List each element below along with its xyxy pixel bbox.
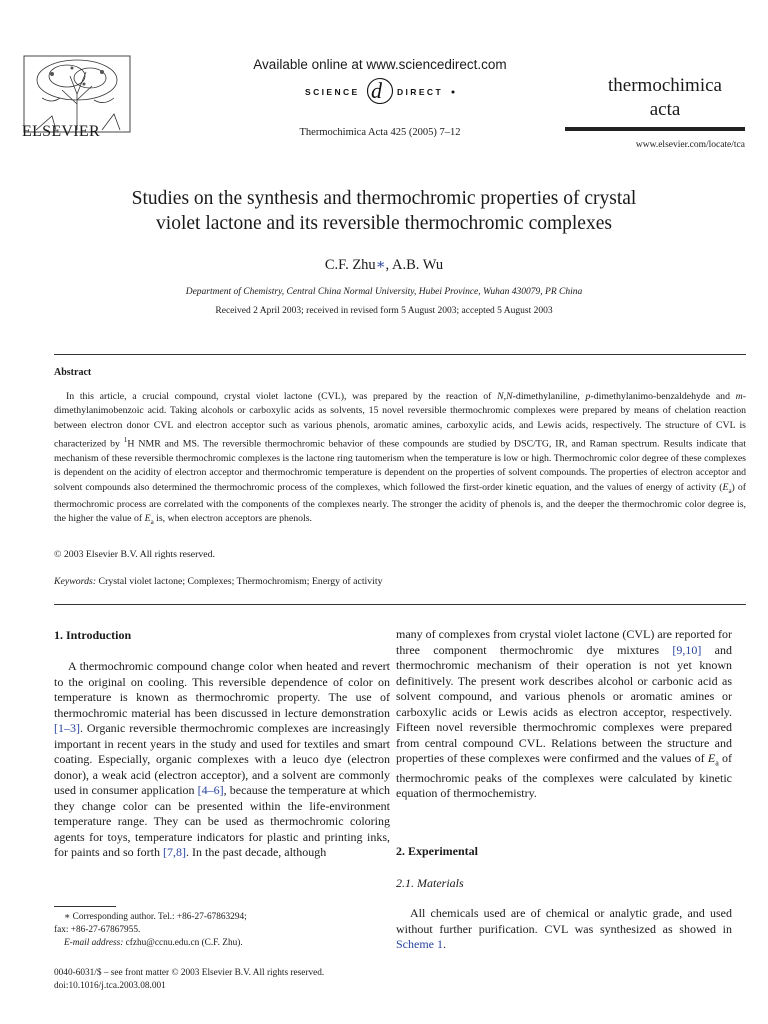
sciencedirect-logo — [285, 76, 475, 106]
journal-reference: Thermochimica Acta 425 (2005) 7–12 — [299, 127, 461, 138]
footnote-line2: fax: +86-27-67867955. — [54, 925, 141, 935]
abstract-top-rule — [54, 354, 746, 355]
corresponding-author-link[interactable]: ∗ — [375, 257, 386, 273]
keywords — [54, 576, 746, 587]
footnote-rule — [54, 906, 116, 907]
materials-subheading: 2.1. Materials — [396, 876, 464, 890]
article-title — [60, 186, 708, 236]
footnote-line1: ∗ Corresponding author. Tel.: +86-27-67863294; — [64, 912, 247, 922]
keywords-list: Crystal violet lactone; Complexes; Thermochromism; Energy of activity — [96, 576, 383, 587]
journal-name-line1: thermochimica — [608, 75, 722, 96]
journal-name-line2: acta — [649, 99, 681, 120]
sciencedirect-right-text: DIRECT — [397, 87, 444, 97]
sciencedirect-at-icon — [285, 76, 475, 106]
affiliation: Department of Chemistry, Central China Normal University, Hubei Province, Wuhan 430079, PR China — [185, 287, 583, 297]
issn-line: 0040-6031/$ – see front matter © 2003 Elsevier B.V. All rights reserved. — [54, 968, 325, 978]
title-line-2: violet lactone and its reversible thermochromic complexes — [156, 213, 612, 234]
experimental-heading: 2. Experimental — [396, 844, 478, 858]
author-zhu: C.F. Zhu — [324, 257, 376, 273]
scheme-link[interactable]: Scheme 1 — [396, 937, 443, 951]
front-matter-info — [54, 967, 394, 993]
citation-link[interactable]: [7,8] — [162, 845, 186, 859]
email-label: E-mail address: — [64, 938, 124, 948]
abstract-bottom-rule — [54, 604, 746, 605]
author-list — [60, 257, 708, 274]
svg-text:d: d — [371, 78, 382, 103]
citation-link[interactable]: [9,10] — [672, 642, 702, 657]
author-wu: , A.B. Wu — [385, 257, 444, 273]
abstract-copyright: © 2003 Elsevier B.V. All rights reserved. — [54, 549, 215, 560]
introduction-paragraph: A thermochromic compound change color when heated and revert to the original on cooling. This reversible dependence of color on temperature is known as thermochromic property. The use of thermochromic material has been discussed in lecture demonstration [1–3]. Organic reversible thermochromic complexes are increasingly important in recent years in the study and used for textiles and smart coating. Especially, organic complexes with a leuco dye (electron donor), a weak acid (electron acceptor), and a solvent are commonly used in consumer application [4–6], because the temperature at which they change color can be presented within the life-environment temperature range. They can be used as thermochromic coloring agents for toys, temperature indicators for plastic and printing inks, for paints and so forth [7,8]. In the past decade, although — [54, 659, 391, 859]
abstract-body: In this article, a crucial compound, crystal violet lactone (CVL), was prepared by the reaction of N,N-dimethylaniline, p-dimethylanimo-benzaldehyde and m-dimethylanimobenzoic acid. Taking alcohols or carboxylic acids as solvents, 15 novel reversible thermochromic complexes were prepared by means of chelation reaction between electron donor CVL and electron acceptor such as various phenols, aromatic amines, carboxylic acids, and Lewis acids, respectively. The structure of CVL is characterized by $^1$H NMR and MS. The reversible thermochromic behavior of these compounds are studied by DSC/TG, IR, and Raman spectrum. Results indicate that mechanism of these reversible thermochromic complexes is the lactone ring tautomerism when the temperature is low or high. Thermochromic color degree of these complexes is dependent on the acidity of electron acceptor and thermochromic temperature is dependent on the properties of solvent compounds. The properties of electron acceptor and solvent compounds also determined the thermochromic process of the complexes, which followed the first-order kinetic equation, and the values of energy of activity $(E_a)$ of thermochromic process are correlated with the components of the complexes nearly. The stronger the acidity of phenols is, and the deeper the thermochromic color degree is, the higher the value of $E_a$ is, when electron acceptors are phenols. — [54, 391, 746, 527]
received-dates: Received 2 April 2003; received in revised form 5 August 2003; accepted 5 August 2003 — [215, 306, 553, 316]
introduction-heading: 1. Introduction — [54, 628, 132, 642]
introduction-continued: many of complexes from crystal violet lactone (CVL) are reported for three component thermochromic dye mixtures [9,10] and thermochromic mechanism of their operation is not yet known definitively. The present work describes alcohol or carbonic acid as solvent compound, and various phenols or aromatic amines or carboxylic acids or Lewis acids as electron acceptor, respectively. Fifteen novel reversible thermochromic complexes were prepared from central compound CVL. Relations between the structure and properties of these complexes were confirmed and the values of $E_a$ of thermochromic peaks of the complexes were calculated by kinetic equation of thermochemistry. — [396, 627, 733, 801]
available-online-text[interactable]: Available online at www.sciencedirect.com — [253, 57, 507, 72]
citation-link[interactable]: [1–3] — [54, 721, 80, 735]
journal-divider — [565, 127, 745, 131]
doi-link[interactable]: doi:10.1016/j.tca.2003.08.001 — [54, 981, 166, 991]
keywords-label: Keywords: — [54, 576, 97, 587]
publisher-name: ELSEVIER — [22, 123, 100, 140]
sciencedirect-left-text: SCIENCE — [305, 87, 360, 97]
citation-link[interactable]: [4–6] — [197, 783, 224, 797]
abstract-heading: Abstract — [54, 367, 92, 378]
email-address-link[interactable]: cfzhu@ccnu.edu.cn (C.F. Zhu). — [123, 938, 243, 948]
title-line-1: Studies on the synthesis and thermochromic properties of crystal — [131, 188, 637, 209]
footnote — [54, 911, 394, 950]
journal-url-link[interactable]: www.elsevier.com/locate/tca — [635, 140, 745, 150]
journal-name — [585, 74, 745, 122]
materials-paragraph: All chemicals used are of chemical or analytic grade, and used without further purification. CVL was synthesized as showed in Scheme 1. — [396, 906, 732, 951]
